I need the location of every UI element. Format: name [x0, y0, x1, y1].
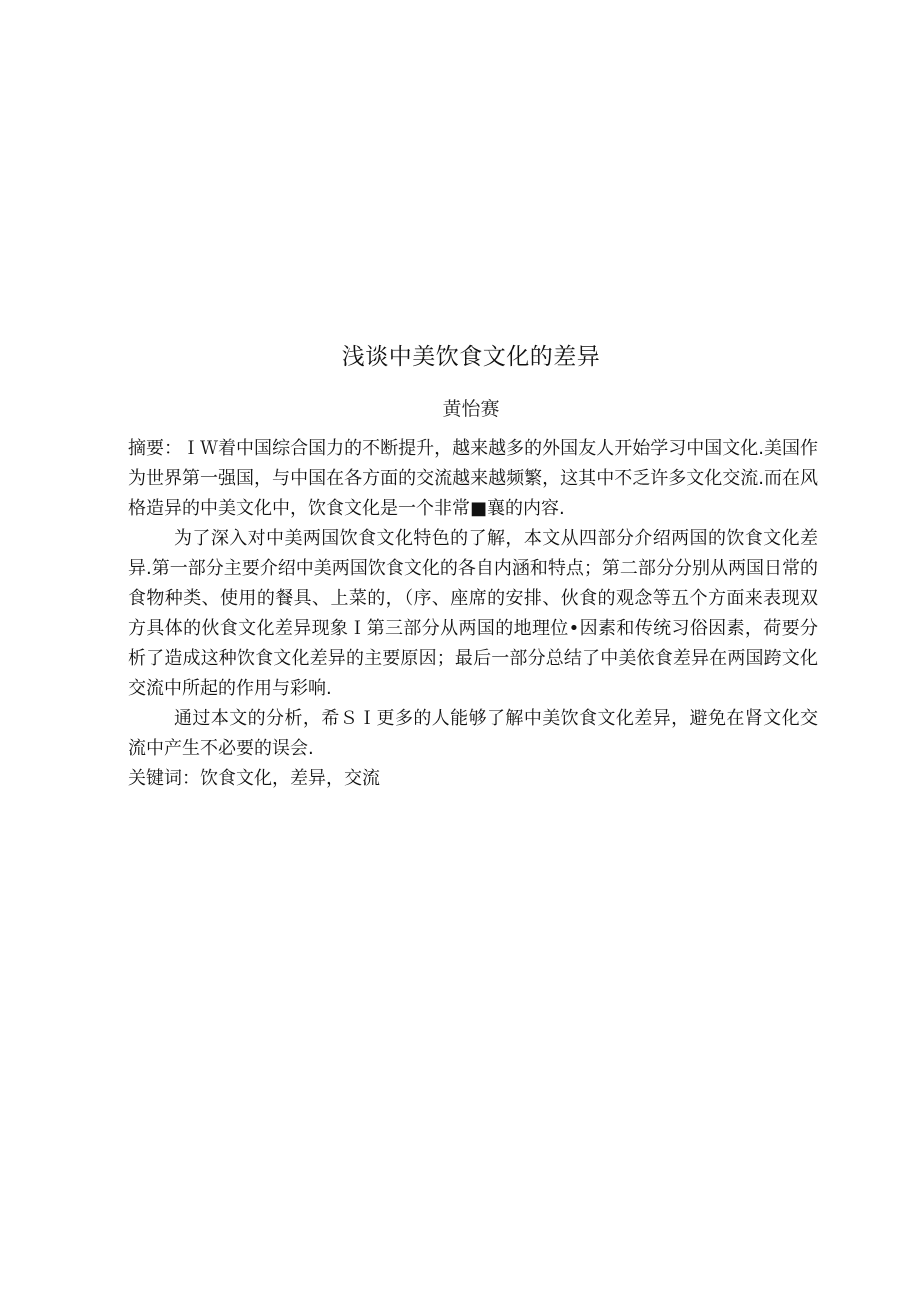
abstract-label: 摘要： — [128, 438, 183, 459]
abstract-paragraph-3: 通过本文的分析，希ＳＩ更多的人能够了解中美饮食文化差异，避免在肾文化交流中产生不必要的误会. — [128, 708, 818, 759]
abstract-text: ＩＷ着中国综合国力的不断提升，越来越多的外国友人开始学习中国文化.美国作为世界第一强国，与中国在各方面的交流越来越频繁，这其中不乏许多文化交流.而在风格造异的中美文化中，饮食文化是一个非常■襄的内容. — [128, 438, 819, 519]
keywords-line — [128, 764, 818, 794]
keywords-label: 关键词： — [128, 768, 200, 789]
abstract-section — [128, 434, 818, 794]
abstract-paragraph-2: 为了深入对中美两国饮食文化特色的了解，本文从四部分介绍两国的饮食文化差异.第一部分主要介绍中美两国饮食文化的各自内涵和特点；第二部分分别从两国日常的食物种类、使用的餐具、上菜的，（序、座席的安排、伙食的观念等五个方面来表现双方具体的伙食文化差异现象Ｉ第三部分从两国的地理位•因素和传统习俗因素，荷要分析了造成这种饮食文化差异的主要原因；最后一部分总结了中美依食差异在两国跨文化交流中所起的作用与彩响. — [128, 528, 818, 699]
abstract-paragraph-1 — [128, 434, 818, 524]
keywords-text: 饮食文化，差异，交流 — [200, 768, 380, 789]
document-title: 浅谈中美饮食文化的差异 — [341, 344, 601, 370]
author-name: 黄怡赛 — [442, 398, 500, 420]
